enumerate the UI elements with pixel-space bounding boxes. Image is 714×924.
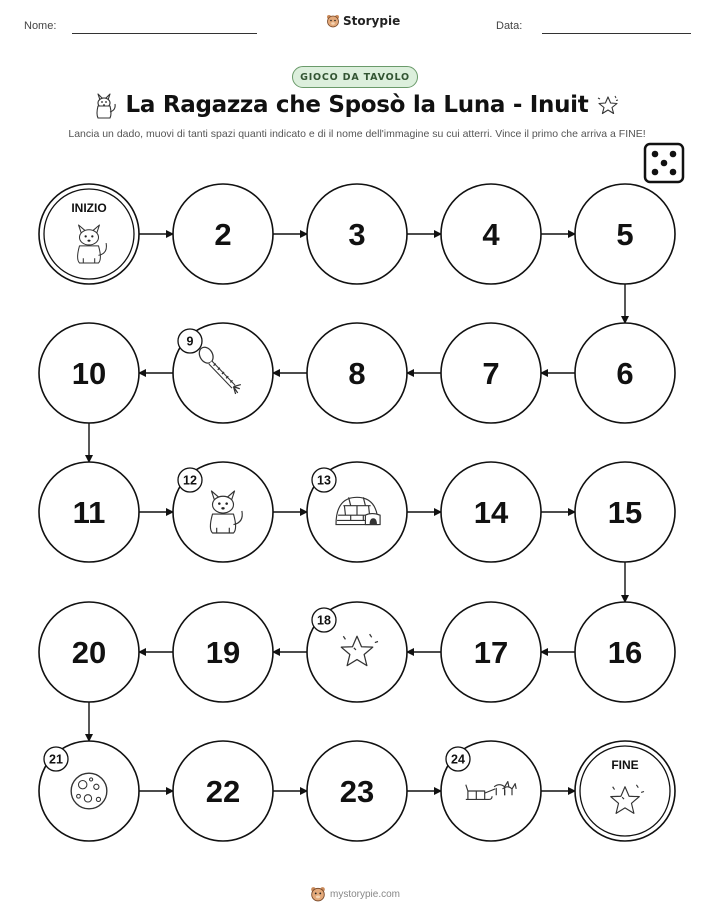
space-5 (575, 184, 675, 284)
space-4 (441, 184, 541, 284)
space-number: 18 (317, 613, 331, 628)
space-number: 24 (451, 752, 465, 767)
space-number: 21 (49, 752, 63, 767)
board-spaces (39, 184, 675, 841)
space-number: 11 (72, 495, 106, 530)
footer (310, 886, 400, 902)
page-title: La Ragazza che Sposò la Luna - Inuit (125, 92, 589, 118)
name-label: Nome: (24, 20, 57, 32)
space-number: 6 (616, 356, 634, 391)
space-number: 14 (473, 495, 509, 530)
space-20 (39, 602, 139, 702)
space-7 (441, 323, 541, 423)
space-label: INIZIO (71, 201, 107, 215)
space-number: 22 (205, 774, 241, 809)
space-number: 9 (186, 334, 194, 349)
space-10 (39, 323, 139, 423)
space-17 (441, 602, 541, 702)
space-number: 17 (473, 635, 509, 670)
space-circle (575, 741, 675, 841)
date-label: Data: (496, 20, 523, 32)
space-label: FINE (611, 758, 639, 772)
space-11 (39, 462, 139, 562)
space-14 (441, 462, 541, 562)
space-18 (307, 602, 407, 702)
space-number: 4 (482, 217, 500, 252)
space-number: 10 (71, 356, 107, 391)
space-number: 23 (339, 774, 375, 809)
space-22 (173, 741, 273, 841)
space-16 (575, 602, 675, 702)
space-24 (441, 741, 541, 841)
space-number: 16 (607, 635, 643, 670)
space-number: 12 (183, 473, 197, 488)
space-number: 5 (616, 217, 634, 252)
space-8 (307, 323, 407, 423)
space-6 (575, 323, 675, 423)
space-15 (575, 462, 675, 562)
space-number: 7 (482, 356, 500, 391)
footer-url: mystorypie.com (330, 888, 401, 900)
space-23 (307, 741, 407, 841)
space-19 (173, 602, 273, 702)
instructions: Lancia un dado, muovi di tanti spazi quanti indicato e di il nome dell'immagine su cui atterri. Vince il primo che arriva a FINE! (68, 128, 646, 140)
moon-icon (71, 773, 107, 809)
space-number: 2 (214, 217, 232, 252)
space-number: 3 (348, 217, 366, 252)
space-inizio (39, 184, 139, 284)
space-fine (575, 741, 675, 841)
space-number: 19 (205, 635, 241, 670)
space-2 (173, 184, 273, 284)
brand-name: Storypie (343, 14, 401, 28)
bear-logo-icon (310, 886, 326, 902)
space-21 (39, 741, 139, 841)
space-13 (307, 462, 407, 562)
space-9 (173, 323, 273, 423)
space-number: 15 (607, 495, 643, 530)
space-number: 8 (348, 356, 366, 391)
space-number: 13 (317, 473, 331, 488)
space-12 (173, 462, 273, 562)
space-number: 20 (71, 635, 107, 670)
category-badge: GIOCO DA TAVOLO (292, 66, 418, 88)
space-3 (307, 184, 407, 284)
